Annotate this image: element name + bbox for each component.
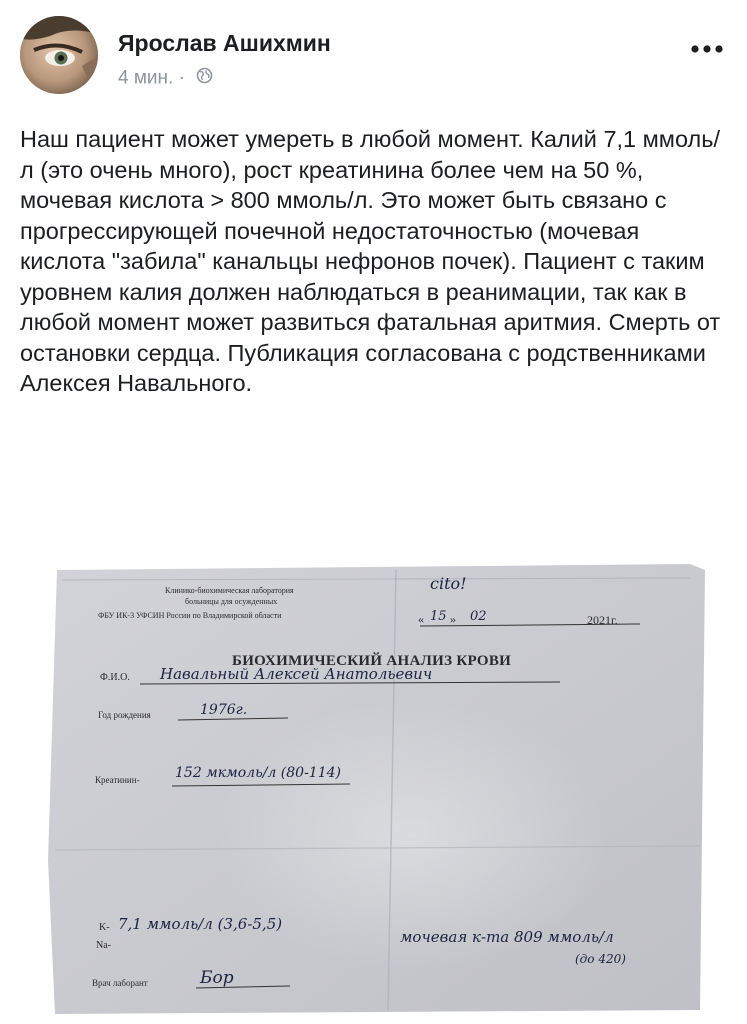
date-day: 15	[430, 609, 447, 624]
post-meta	[118, 67, 213, 90]
avatar[interactable]	[20, 16, 98, 94]
lab-name-line1: Клинико-биохимическая лаборатория	[165, 586, 294, 595]
doctor-label: Врач лаборант	[92, 978, 148, 988]
sodium-label: Na-	[96, 940, 111, 951]
lab-name-line2: больницы для осужденных	[185, 597, 278, 606]
document-photo	[0, 560, 747, 1024]
potassium-label: K-	[99, 922, 110, 933]
date-quote-close: »	[450, 612, 456, 626]
potassium-value: 7,1 ммоль/л (3,6-5,5)	[118, 915, 283, 933]
creatinine-value: 152 мкмоль/л (80-114)	[175, 765, 341, 781]
creatinine-label: Креатинин-	[95, 775, 140, 785]
post-header	[20, 16, 727, 96]
birth-label: Год рождения	[98, 710, 151, 720]
birth-value: 1976г.	[200, 702, 248, 718]
document-title: БИОХИМИЧЕСКИЙ АНАЛИЗ КРОВИ	[232, 653, 512, 669]
fio-label: Ф.И.О.	[100, 672, 130, 683]
post-text: Наш пациент может умереть в любой момент. Калий 7,1 ммоль/л (это очень много), рост креатинина более чем на 50 %, мочевая кислота > 800 ммоль/л. Это может быть связано с прогрессирующей почечной недостаточностью (мочевая кислота "забила" канальцы нефронов почек). Пациент с таким уровнем калия должен наблюдаться в реанимации, так как в любой момент может развиться фатальная аритмия. Смерть от остановки сердца. Публикация согласована с родственниками Алексея Навального.	[20, 126, 721, 396]
more-icon[interactable]	[687, 42, 727, 54]
doctor-signature: Бор	[200, 968, 234, 988]
uric-acid-reference: (до 420)	[575, 952, 626, 966]
author-name[interactable]: Ярослав Ашихмин	[118, 30, 331, 56]
meta-separator: ·	[178, 67, 185, 89]
date-year: 2021г.	[587, 613, 618, 627]
globe-icon[interactable]	[196, 67, 213, 90]
date-month: 02	[470, 609, 487, 624]
post-time[interactable]: 4 мин.	[118, 67, 174, 89]
uric-acid-value: мочевая к-та 809 ммоль/л	[400, 928, 614, 946]
lab-name-line3: ФБУ ИК-3 УФСИН России по Владимирской области	[98, 611, 282, 620]
fio-value: Навальный Алексей Анатольевич	[160, 665, 433, 683]
post-photo[interactable]	[0, 560, 747, 1024]
date-quote-open: «	[418, 612, 424, 626]
corner-note: cito!	[430, 574, 467, 593]
